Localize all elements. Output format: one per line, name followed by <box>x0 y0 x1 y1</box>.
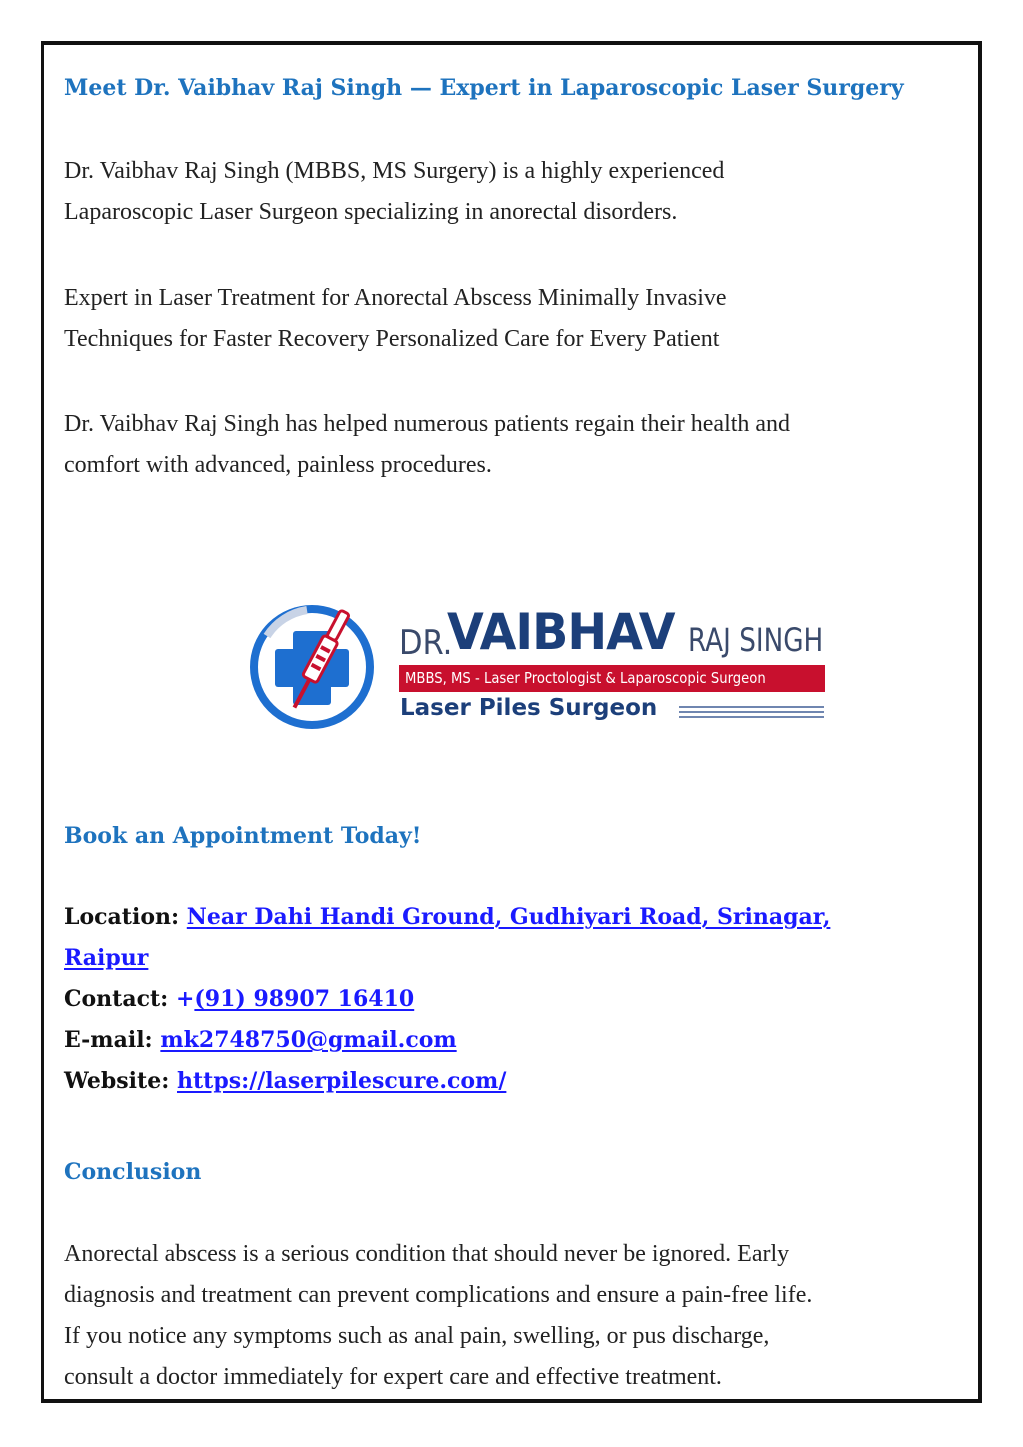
website-row <box>64 1061 954 1102</box>
page-border-frame <box>41 41 982 1403</box>
email-link[interactable]: mk2748750@gmail.com <box>160 1027 457 1053</box>
location-link-continued[interactable]: Raipur <box>64 945 149 971</box>
conclusion-paragraph-line: Anorectal abscess is a serious condition that should never be ignored. Early <box>64 1241 790 1267</box>
intro-section <box>64 73 954 103</box>
outcome-paragraph <box>64 404 954 486</box>
intro-paragraph-line: Dr. Vaibhav Raj Singh (MBBS, MS Surgery) is a highly experienced <box>64 158 725 184</box>
conclusion-paragraph-line: consult a doctor immediately for expert care and effective treatment. <box>64 1364 722 1390</box>
location-link[interactable]: Near Dahi Handi Ground, Gudhiyari Road, Srinagar, <box>186 904 831 930</box>
conclusion-paragraph-line: diagnosis and treatment can prevent complications and ensure a pain-free life. <box>64 1282 813 1308</box>
email-row <box>64 1020 954 1061</box>
medical-cross-laser-icon <box>247 601 387 731</box>
outcome-paragraph-line: Dr. Vaibhav Raj Singh has helped numerous patients regain their health and <box>64 411 791 437</box>
location-row <box>64 897 954 938</box>
logo-tagline-text: Laser Piles Surgeon <box>400 695 658 721</box>
intro-paragraph-line: Laparoscopic Laser Surgeon specializing in anorectal disorders. <box>64 199 678 225</box>
expertise-paragraph-line: Expert in Laser Treatment for Anorectal Abscess Minimally Invasive <box>64 285 727 311</box>
conclusion-heading: Conclusion <box>64 1159 202 1185</box>
appointment-section <box>64 821 954 851</box>
expertise-paragraph <box>64 278 954 360</box>
phone-link[interactable]: (91) 98907 16410 <box>194 986 415 1012</box>
logo-credentials-bar <box>399 665 825 692</box>
expertise-paragraph-line: Techniques for Faster Recovery Personalized Care for Every Patient <box>64 326 720 352</box>
intro-heading: Meet Dr. Vaibhav Raj Singh — Expert in Laparoscopic Laser Surgery <box>64 75 904 101</box>
logo-surname-text: RAJ SINGH <box>688 621 824 659</box>
conclusion-section <box>64 1157 954 1187</box>
contact-details <box>64 897 954 1102</box>
outcome-paragraph-line: comfort with advanced, painless procedures. <box>64 452 492 478</box>
website-label: Website: <box>64 1068 170 1094</box>
website-link[interactable]: https://laserpilescure.com/ <box>177 1068 507 1094</box>
logo-name-text: VAIBHAV <box>447 603 675 661</box>
location-label: Location: <box>64 904 180 930</box>
logo-decorative-lines <box>679 706 824 721</box>
contact-row <box>64 979 954 1020</box>
intro-paragraph <box>64 151 954 233</box>
appointment-heading: Book an Appointment Today! <box>64 823 422 849</box>
location-row-continued <box>64 938 954 979</box>
email-label: E-mail: <box>64 1027 153 1053</box>
doctor-logo <box>247 601 827 731</box>
contact-label: Contact: <box>64 986 169 1012</box>
conclusion-paragraph <box>64 1234 954 1398</box>
conclusion-paragraph-line: If you notice any symptoms such as anal pain, swelling, or pus discharge, <box>64 1323 770 1349</box>
logo-dr-text: DR. <box>399 623 453 663</box>
logo-credentials-text: MBBS, MS - Laser Proctologist & Laparoscopic Surgeon <box>405 669 766 687</box>
contact-plus-sign: + <box>175 986 195 1012</box>
